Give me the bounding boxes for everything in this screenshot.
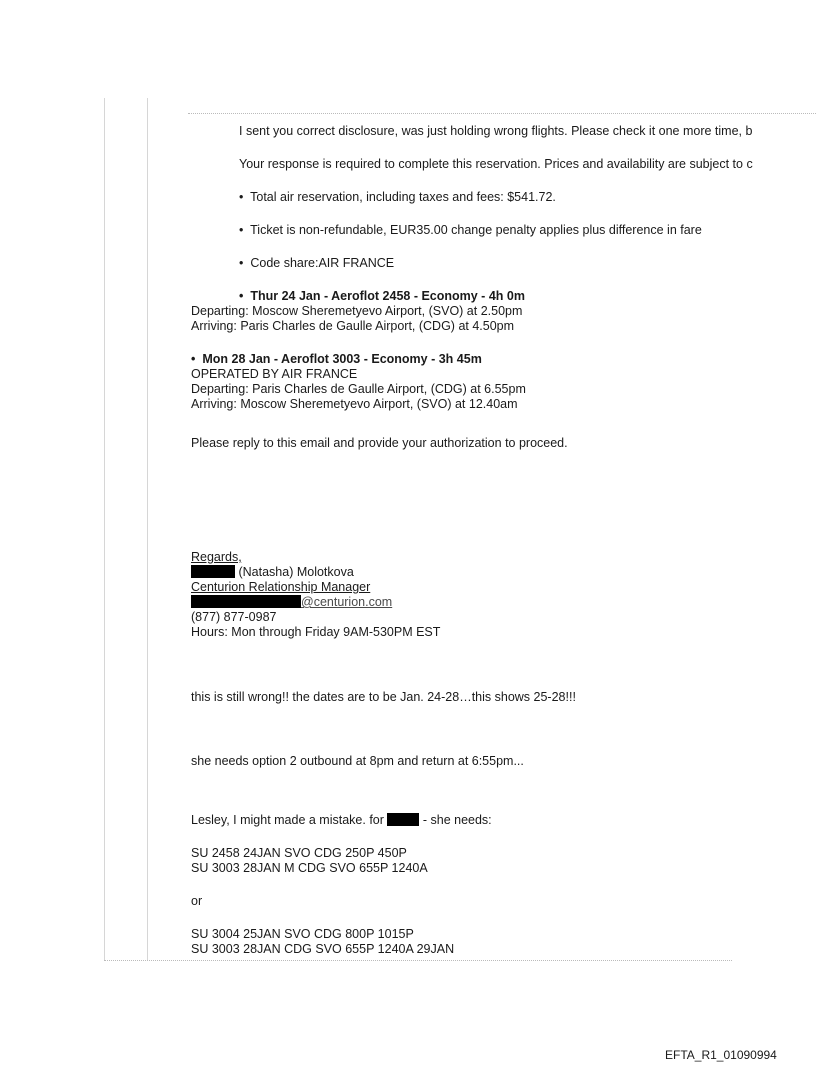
signature-regards: Regards, xyxy=(191,550,242,564)
signature-email[interactable] xyxy=(191,595,392,610)
signature-name: (Natasha) Molotkova xyxy=(191,565,354,580)
bullet-ticket: • Ticket is non-refundable, EUR35.00 change penalty applies plus difference in fare xyxy=(239,223,702,237)
redaction-block xyxy=(191,565,235,578)
email-body xyxy=(191,100,816,960)
bullet-total: • Total air reservation, including taxes and fees: $541.72. xyxy=(239,190,556,204)
bullet-icon: • xyxy=(239,289,244,303)
itinerary-or: or xyxy=(191,894,203,908)
bullet-icon: • xyxy=(191,352,196,366)
itinerary-option1-line2: SU 3003 28JAN M CDG SVO 655P 1240A xyxy=(191,861,428,875)
signature-phone: (877) 877-0987 xyxy=(191,610,277,624)
left-margin-line xyxy=(104,98,105,960)
reply-mistake: Lesley, I might made a mistake. for - she needs: xyxy=(191,813,492,827)
email-link[interactable]: @centurion.com xyxy=(301,595,393,609)
itinerary-option2-line1: SU 3004 25JAN SVO CDG 800P 1015P xyxy=(191,927,414,941)
reply-option2: she needs option 2 outbound at 8pm and return at 6:55pm... xyxy=(191,754,524,768)
flight2-departing: Departing: Paris Charles de Gaulle Airport, (CDG) at 6.55pm xyxy=(191,382,526,396)
bullet-icon: • xyxy=(239,190,244,204)
left-margin-line-2 xyxy=(147,98,148,960)
signature-title: Centurion Relationship Manager xyxy=(191,580,371,594)
flight1-heading: • Thur 24 Jan - Aeroflot 2458 - Economy - 4h 0m xyxy=(239,289,525,303)
flight2-operated: OPERATED BY AIR FRANCE xyxy=(191,367,358,381)
disclosure-line: I sent you correct disclosure, was just holding wrong flights. Please check it one more time, b xyxy=(239,124,753,138)
bullet-icon: • xyxy=(239,223,244,237)
reply-request: Please reply to this email and provide your authorization to proceed. xyxy=(191,436,568,450)
response-required-line: Your response is required to complete this reservation. Prices and availability are subject to c xyxy=(239,157,753,171)
bullet-codeshare: • Code share:AIR FRANCE xyxy=(239,256,395,270)
bullet-icon: • xyxy=(239,256,244,270)
itinerary-option2-line2: SU 3003 28JAN CDG SVO 655P 1240A 29JAN xyxy=(191,942,455,956)
document-id: EFTA_R1_01090994 xyxy=(665,1048,777,1062)
flight1-departing: Departing: Moscow Sheremetyevo Airport, (SVO) at 2.50pm xyxy=(191,304,523,318)
redaction-block xyxy=(191,595,301,608)
reply-wrong-dates: this is still wrong!! the dates are to be Jan. 24-28…this shows 25-28!!! xyxy=(191,690,576,704)
bottom-separator xyxy=(104,960,732,961)
itinerary-option1-line1: SU 2458 24JAN SVO CDG 250P 450P xyxy=(191,846,407,860)
signature-hours: Hours: Mon through Friday 9AM-530PM EST xyxy=(191,625,441,639)
flight2-heading: • Mon 28 Jan - Aeroflot 3003 - Economy - 3h 45m xyxy=(191,352,482,366)
flight1-arriving: Arriving: Paris Charles de Gaulle Airport, (CDG) at 4.50pm xyxy=(191,319,515,333)
redaction-block xyxy=(387,813,419,826)
flight2-arriving: Arriving: Moscow Sheremetyevo Airport, (SVO) at 12.40am xyxy=(191,397,518,411)
